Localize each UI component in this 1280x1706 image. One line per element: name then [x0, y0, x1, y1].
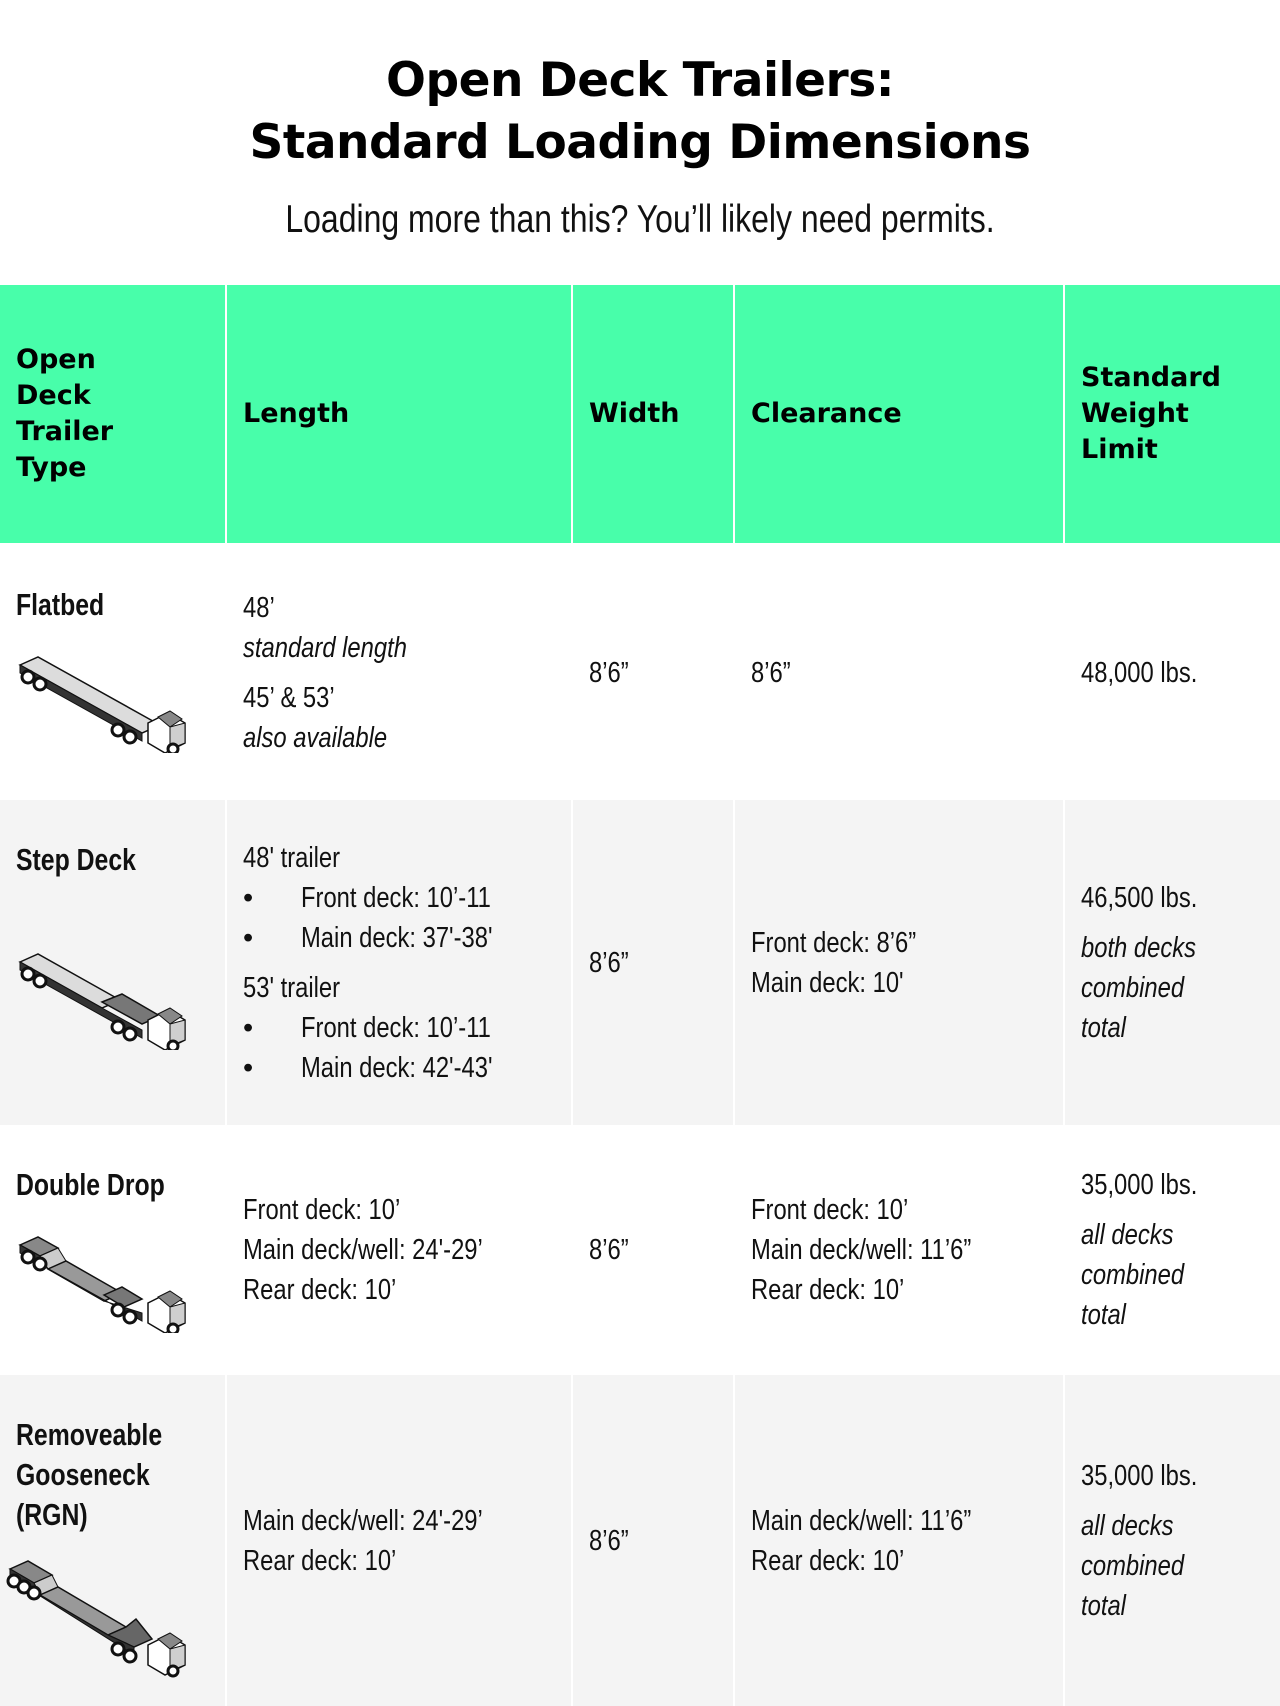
length-cell [227, 1375, 571, 1706]
length-value: 48’ [243, 591, 275, 624]
length-group-title: 48' trailer [243, 841, 341, 874]
width-value: 8’6” [589, 1234, 629, 1266]
length-value: Main deck/well: 24'-29’ [243, 1504, 483, 1537]
width-cell [573, 1375, 733, 1706]
header-text: Length [243, 398, 350, 429]
length-value: Main deck/well: 24'-29’ [243, 1234, 483, 1266]
column-header-length [227, 285, 571, 545]
clearance-value: Main deck: 10' [751, 966, 904, 999]
header-text: Clearance [751, 398, 902, 429]
weight-note: total [1081, 1299, 1126, 1331]
trailer-dimensions-table [0, 285, 1280, 1706]
trailer-type-name: Removeable [16, 1417, 163, 1452]
length-group-title: 53' trailer [243, 971, 341, 1004]
list-item [243, 1008, 571, 1048]
clearance-value: Rear deck: 10’ [751, 1544, 905, 1577]
page-title [0, 50, 1280, 174]
trailer-type-name: Double Drop [16, 1167, 165, 1202]
header-text: Trailer [16, 416, 114, 447]
weight-value: 35,000 lbs. [1081, 1459, 1198, 1492]
list-item [243, 878, 571, 918]
header-text: Limit [1081, 434, 1158, 465]
trailer-type-name: Step Deck [16, 842, 136, 877]
clearance-cell [735, 1125, 1063, 1375]
column-header-trailer-type [0, 285, 225, 545]
length-value: Rear deck: 10’ [243, 1274, 397, 1306]
width-cell [573, 545, 733, 800]
length-value: Rear deck: 10’ [243, 1544, 397, 1577]
clearance-cell [735, 800, 1063, 1125]
list-item [243, 1048, 571, 1088]
trailer-type-cell [0, 1125, 225, 1375]
list-item-text: Main deck: 42'-43' [301, 1051, 493, 1084]
page-subtitle: Loading more than this? You’ll likely need permits. [285, 198, 995, 241]
width-value: 8’6” [589, 1524, 629, 1557]
clearance-value: Rear deck: 10’ [751, 1274, 905, 1306]
width-cell [573, 800, 733, 1125]
weight-note: all decks [1081, 1219, 1174, 1251]
clearance-value: 8’6” [751, 656, 791, 689]
clearance-cell [735, 1375, 1063, 1706]
weight-note: all decks [1081, 1509, 1174, 1542]
title-line-1: Open Deck Trailers: [385, 53, 894, 108]
list-item [243, 918, 571, 958]
bullet-icon: • [243, 921, 254, 954]
weight-note: combined [1081, 1259, 1185, 1291]
length-cell [227, 545, 571, 800]
trailer-type-name: Flatbed [16, 587, 105, 622]
step-deck-truck-icon [10, 940, 225, 1061]
bullet-icon: • [243, 1011, 254, 1044]
weight-note: total [1081, 1589, 1126, 1622]
weight-value: 46,500 lbs. [1081, 881, 1198, 914]
length-cell [227, 1125, 571, 1375]
clearance-value: Front deck: 8’6” [751, 926, 917, 959]
width-value: 8’6” [589, 656, 629, 689]
length-note: also available [243, 721, 388, 754]
length-value: 45’ & 53’ [243, 681, 335, 714]
rgn-truck-icon [2, 1553, 225, 1694]
list-item-text: Front deck: 10’-11 [301, 881, 491, 914]
weight-value: 48,000 lbs. [1081, 656, 1198, 689]
header-text: Deck [16, 380, 91, 411]
weight-cell [1065, 800, 1280, 1125]
header-text: Type [16, 452, 87, 483]
header-text: Weight [1081, 398, 1189, 429]
weight-cell [1065, 545, 1280, 800]
double-drop-truck-icon [10, 1223, 225, 1344]
length-value: Front deck: 10’ [243, 1194, 401, 1226]
flatbed-truck-icon [10, 643, 225, 764]
trailer-type-cell [0, 545, 225, 800]
title-line-2: Standard Loading Dimensions [249, 115, 1031, 170]
width-cell [573, 1125, 733, 1375]
trailer-type-name: Gooseneck [16, 1457, 150, 1492]
trailer-type-cell [0, 1375, 225, 1706]
clearance-value: Main deck/well: 11’6” [751, 1504, 972, 1537]
header-text: Open [16, 344, 96, 375]
header-text: Standard [1081, 362, 1221, 393]
bullet-icon: • [243, 881, 254, 914]
column-header-width [573, 285, 733, 545]
clearance-cell [735, 545, 1063, 800]
weight-note: total [1081, 1011, 1126, 1044]
weight-cell [1065, 1375, 1280, 1706]
column-header-clearance [735, 285, 1063, 545]
weight-note: combined [1081, 971, 1185, 1004]
bullet-icon: • [243, 1051, 254, 1084]
weight-cell [1065, 1125, 1280, 1375]
weight-note: combined [1081, 1549, 1185, 1582]
length-note: standard length [243, 631, 407, 664]
weight-note: both decks [1081, 931, 1197, 964]
clearance-value: Main deck/well: 11’6” [751, 1234, 972, 1266]
trailer-type-name: (RGN) [16, 1497, 88, 1532]
header-text: Width [589, 398, 680, 429]
width-value: 8’6” [589, 946, 629, 979]
length-cell [227, 800, 571, 1125]
clearance-value: Front deck: 10’ [751, 1194, 909, 1226]
column-header-weight-limit [1065, 285, 1280, 545]
trailer-type-cell [0, 800, 225, 1125]
weight-value: 35,000 lbs. [1081, 1169, 1198, 1201]
list-item-text: Main deck: 37'-38' [301, 921, 493, 954]
list-item-text: Front deck: 10’-11 [301, 1011, 491, 1044]
